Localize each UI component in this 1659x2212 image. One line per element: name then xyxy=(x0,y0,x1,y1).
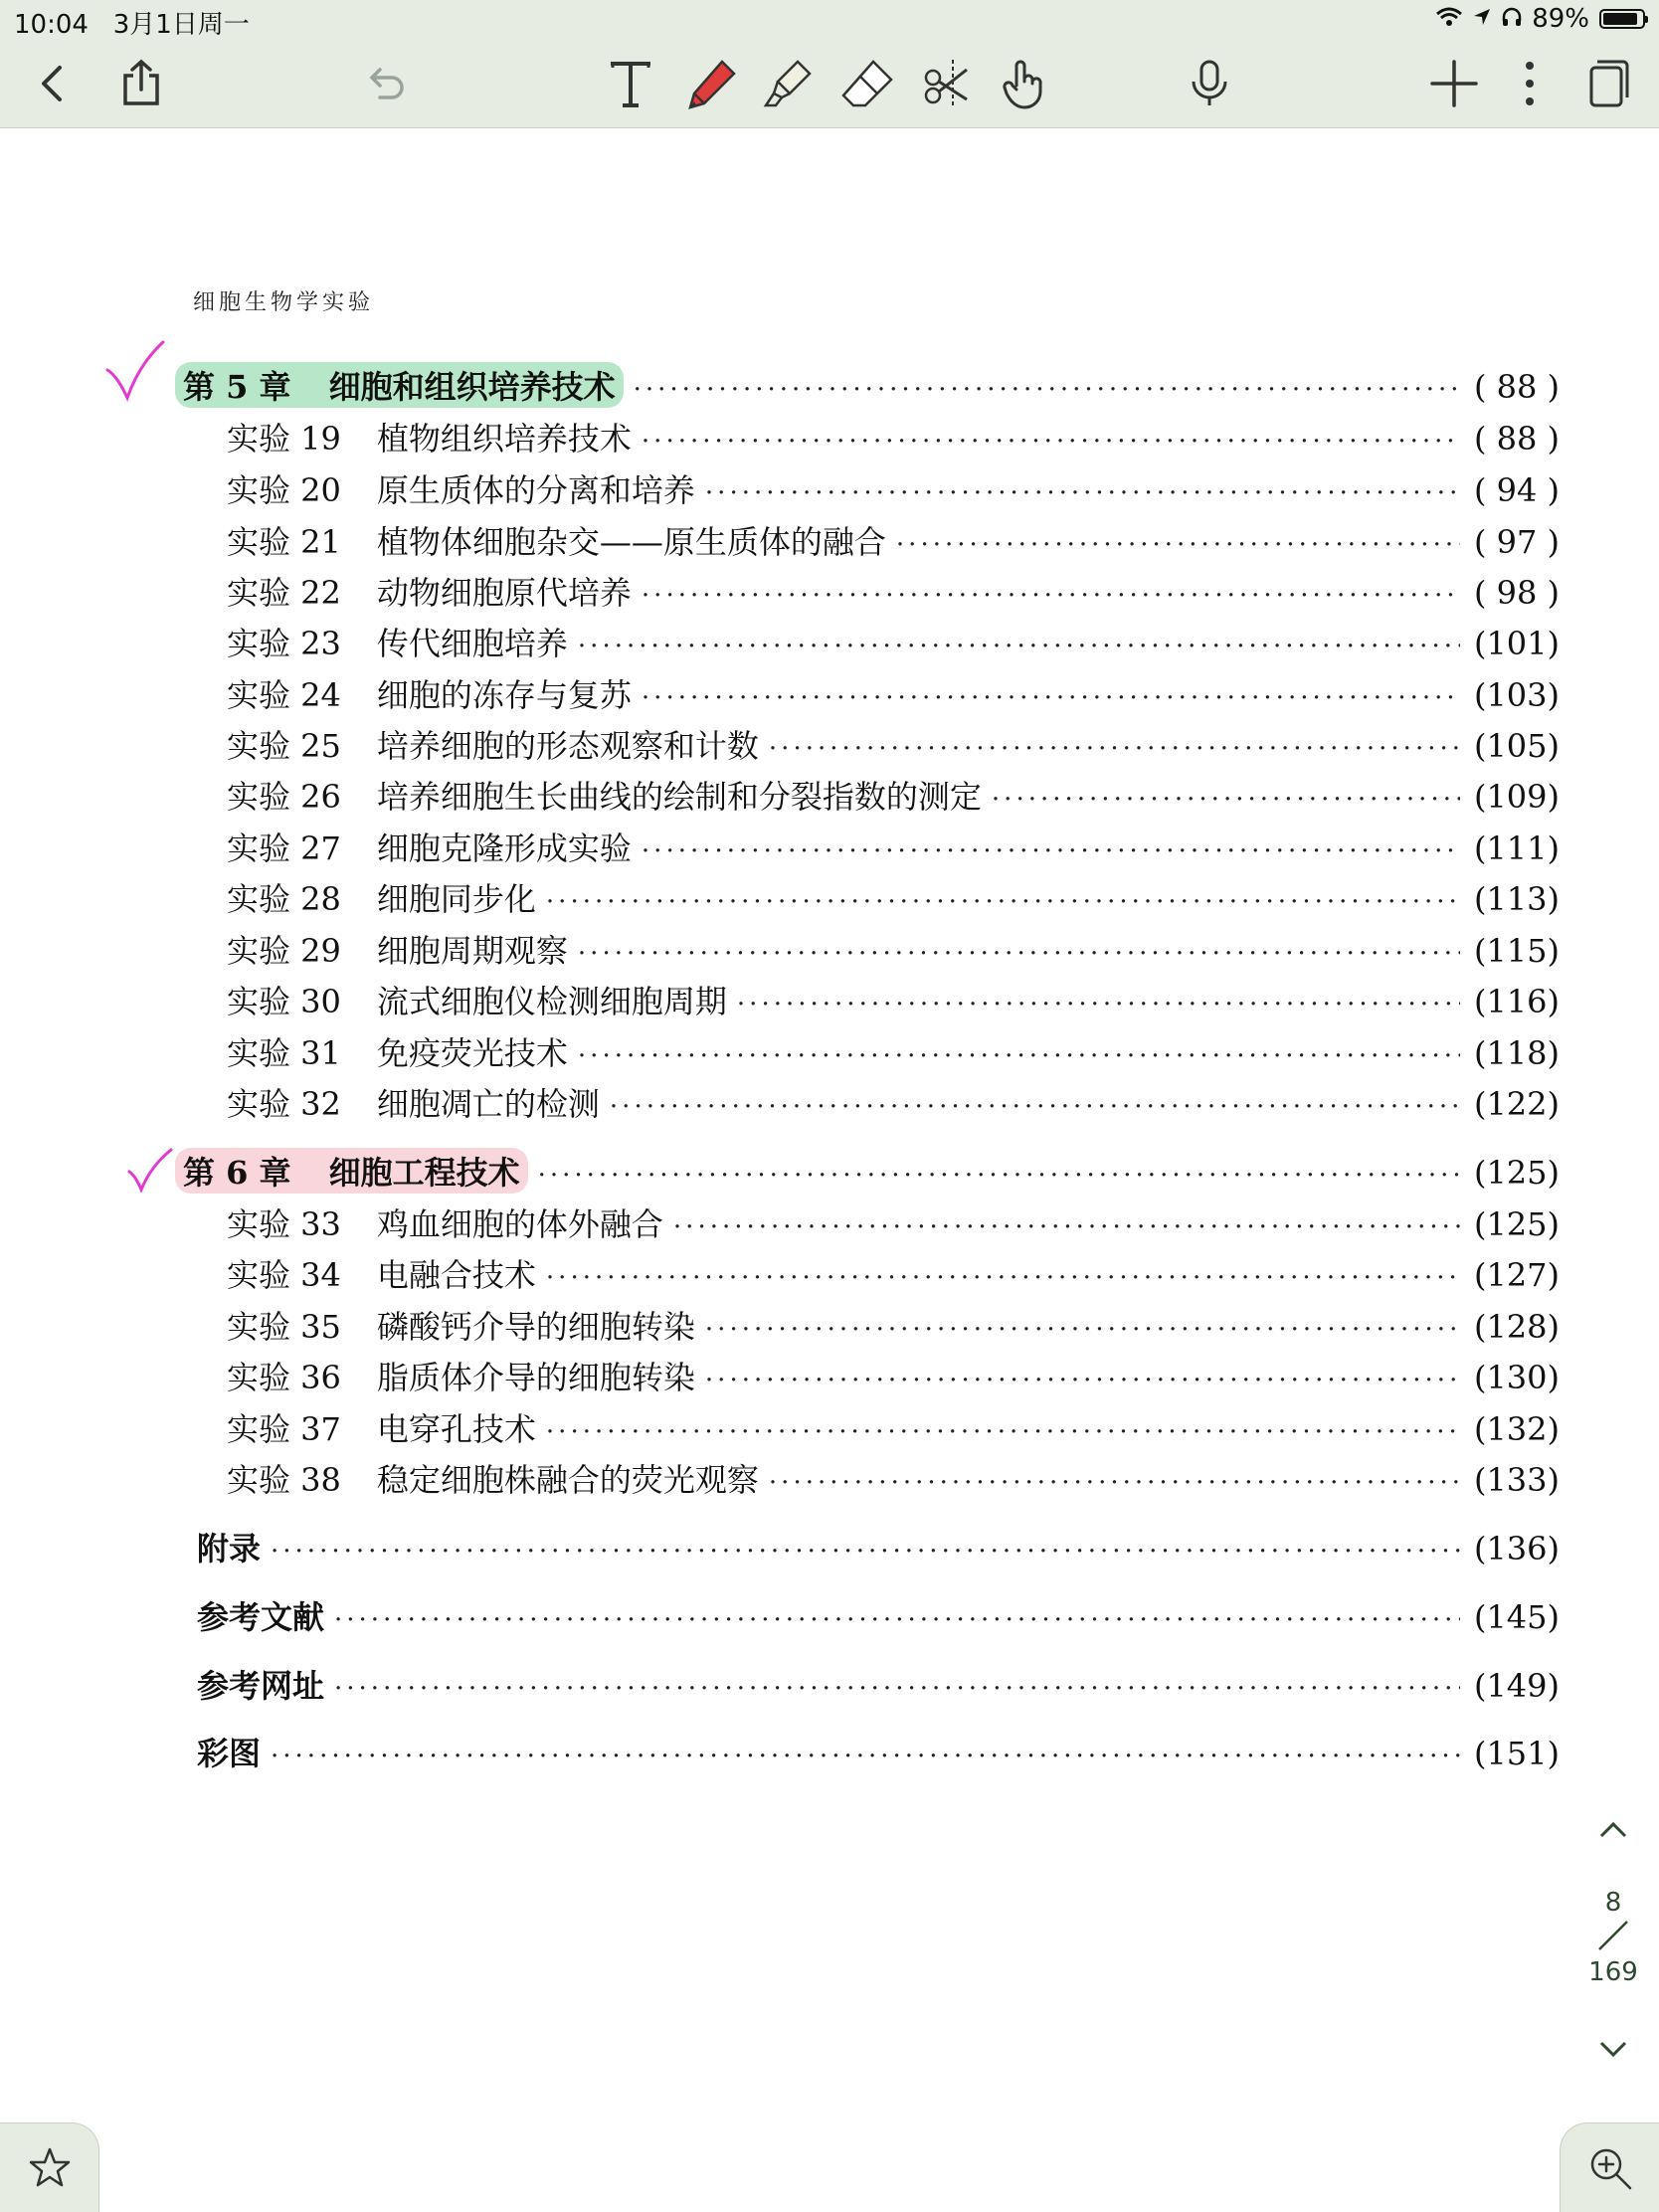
toc-entry-heading xyxy=(197,1592,324,1638)
toc-entry-title: 细胞凋亡的检测 xyxy=(376,1085,600,1123)
toc-page-number: (145) xyxy=(1473,1598,1560,1636)
toc-leader-dots xyxy=(642,427,1460,457)
toc-section-row[interactable] xyxy=(197,1524,1560,1569)
status-date: 3月1日周一 xyxy=(112,10,250,40)
undo-button[interactable] xyxy=(356,54,416,113)
toc-entry-heading xyxy=(227,977,727,1022)
eraser-tool-button[interactable] xyxy=(837,54,897,113)
toc-entry-title: 脂质体介导的细胞转染 xyxy=(376,1359,695,1396)
toc-entry-title: 植物体细胞杂交——原生质体的融合 xyxy=(376,523,886,561)
toc-entry-title: 流式细胞仪检测细胞周期 xyxy=(376,983,727,1020)
toc-entry-title: 原生质体的分离和培养 xyxy=(376,471,695,509)
toc-leader-dots xyxy=(705,478,1460,508)
toc-page-number: (109) xyxy=(1473,778,1560,816)
toc-page-number: ( 88 ) xyxy=(1473,420,1560,458)
toc-leader-dots xyxy=(769,734,1460,764)
add-button[interactable] xyxy=(1424,54,1484,113)
page-navigator xyxy=(1583,1810,1643,2069)
check-mark-chapter-5 xyxy=(103,336,167,406)
toc-entry-heading xyxy=(227,1302,695,1348)
toc-entry-number: 第 5 章 xyxy=(183,368,291,406)
toc-page-number: (125) xyxy=(1473,1205,1560,1243)
toc-item-row[interactable] xyxy=(227,1455,1560,1501)
battery-fill xyxy=(1603,13,1637,25)
toc-entry-title: 参考文献 xyxy=(197,1598,325,1636)
highlighter-tool-button[interactable] xyxy=(758,54,818,113)
toc-entry-number: 实验 37 xyxy=(227,1410,341,1448)
toc-entry-title: 电穿孔技术 xyxy=(376,1410,536,1448)
text-tool-icon xyxy=(603,56,658,111)
toc-entry-title: 免疫荧光技术 xyxy=(376,1034,568,1072)
hand-pointer-icon xyxy=(997,56,1052,111)
toc-section-row[interactable] xyxy=(197,1592,1560,1638)
hand-tool-button[interactable] xyxy=(995,54,1054,113)
toc-entry-number: 实验 19 xyxy=(227,420,341,458)
zoom-button[interactable] xyxy=(1560,2122,1659,2212)
wifi-icon xyxy=(1436,4,1462,34)
toc-entry-number: 实验 22 xyxy=(227,574,341,612)
toc-entry-number: 实验 21 xyxy=(227,523,341,561)
toc-entry-heading xyxy=(227,568,632,614)
toc-entry-heading xyxy=(227,1199,663,1245)
toc-entry-number: 实验 32 xyxy=(227,1085,341,1123)
document-page[interactable] xyxy=(0,128,1659,2212)
toc-leader-dots xyxy=(896,530,1460,560)
toc-entry-title: 电融合技术 xyxy=(376,1256,536,1294)
status-bar xyxy=(0,0,1659,40)
toc-entry-title: 培养细胞的形态观察和计数 xyxy=(376,727,759,765)
toc-leader-dots xyxy=(634,375,1460,405)
toc-item-row[interactable] xyxy=(227,1404,1560,1450)
toc-leader-dots xyxy=(271,1742,1460,1771)
toc-leader-dots xyxy=(769,1468,1460,1498)
toc-page-number: (132) xyxy=(1473,1410,1560,1448)
toc-entry-number: 实验 36 xyxy=(227,1359,341,1396)
toc-entry-heading xyxy=(227,1353,695,1398)
toc-leader-dots xyxy=(578,1041,1460,1071)
toc-entry-title: 附录 xyxy=(197,1530,262,1567)
back-icon xyxy=(26,56,82,111)
toc-leader-dots xyxy=(271,1537,1460,1567)
toc-entry-heading xyxy=(227,517,886,563)
toc-page-number: (101) xyxy=(1473,625,1560,662)
zoom-in-icon xyxy=(1586,2144,1634,2192)
more-icon xyxy=(1502,56,1558,111)
toc-item-row[interactable] xyxy=(227,1028,1560,1074)
toc-entry-number: 实验 33 xyxy=(227,1205,341,1243)
toc-entry-number: 实验 24 xyxy=(227,676,341,714)
toc-item-row[interactable] xyxy=(227,670,1560,716)
toc-entry-heading xyxy=(227,1404,536,1450)
more-button[interactable] xyxy=(1500,54,1560,113)
toc-entry-number: 实验 28 xyxy=(227,880,341,918)
toc-entry-heading xyxy=(227,1028,568,1074)
toc-leader-dots xyxy=(578,939,1460,969)
toc-leader-dots xyxy=(642,581,1460,611)
toc-item-row[interactable] xyxy=(227,772,1560,818)
toc-leader-dots xyxy=(705,1366,1460,1395)
toc-item-row[interactable] xyxy=(227,926,1560,972)
toc-page-number: (105) xyxy=(1473,727,1560,765)
toc-entry-heading xyxy=(175,1148,528,1194)
toc-item-row[interactable] xyxy=(227,1199,1560,1245)
toc-entry-number: 实验 26 xyxy=(227,778,341,816)
toc-chapter-row[interactable] xyxy=(175,1148,1560,1194)
toc-item-row[interactable] xyxy=(227,517,1560,563)
toc-item-row[interactable] xyxy=(227,1079,1560,1125)
toc-item-row[interactable] xyxy=(227,1250,1560,1296)
status-left xyxy=(14,4,250,41)
toc-leader-dots xyxy=(737,990,1460,1019)
toolbar xyxy=(0,40,1659,128)
status-time: 10:04 xyxy=(14,10,89,40)
toc-page-number: (136) xyxy=(1473,1530,1560,1567)
toc-entry-number: 实验 34 xyxy=(227,1256,341,1294)
toc-leader-dots xyxy=(538,1161,1460,1191)
toc-entry-heading xyxy=(227,926,568,972)
toc-entry-title: 细胞同步化 xyxy=(376,880,536,918)
toc-entry-number: 实验 35 xyxy=(227,1308,341,1346)
toc-entry-title: 参考网址 xyxy=(197,1667,325,1705)
toc-leader-dots xyxy=(705,1315,1460,1345)
toc-page-number: (118) xyxy=(1473,1034,1560,1072)
toc-page-number: ( 98 ) xyxy=(1473,574,1560,612)
toc-page-number: ( 88 ) xyxy=(1473,368,1560,406)
pages-icon xyxy=(1577,56,1633,111)
toc-entry-heading xyxy=(227,721,759,767)
toc-page-number: ( 94 ) xyxy=(1473,471,1560,509)
toc-leader-dots xyxy=(546,887,1460,917)
toc-item-row[interactable] xyxy=(227,1353,1560,1398)
toc-leader-dots xyxy=(610,1092,1460,1122)
pages-button[interactable] xyxy=(1575,54,1635,113)
location-icon xyxy=(1472,4,1492,34)
toc-entry-title: 传代细胞培养 xyxy=(376,625,568,662)
headphones-icon xyxy=(1502,4,1522,34)
toc-entry-title: 磷酸钙介导的细胞转染 xyxy=(376,1308,695,1346)
chevron-up-icon xyxy=(1583,1810,1643,1850)
text-tool-button[interactable] xyxy=(601,54,660,113)
toc-item-row[interactable] xyxy=(227,721,1560,767)
toc-entry-heading xyxy=(227,414,632,460)
toc-entry-title: 细胞周期观察 xyxy=(376,932,568,970)
current-page-number: 8 xyxy=(1604,1888,1622,1918)
toc-leader-dots xyxy=(546,1263,1460,1293)
toc-entry-number: 第 6 章 xyxy=(183,1154,291,1192)
next-page-button[interactable] xyxy=(1583,2029,1643,2069)
toc-page-number: (127) xyxy=(1473,1256,1560,1294)
toc-entry-heading xyxy=(227,1250,536,1296)
toc-page-number: (113) xyxy=(1473,880,1560,918)
toc-entry-title: 细胞克隆形成实验 xyxy=(376,830,632,867)
toc-entry-title: 动物细胞原代培养 xyxy=(376,574,632,612)
toc-entry-title: 鸡血细胞的体外融合 xyxy=(376,1205,663,1243)
toc-leader-dots xyxy=(334,1605,1460,1635)
toc-entry-heading xyxy=(227,1455,759,1501)
toc-page-number: (125) xyxy=(1473,1154,1560,1192)
lasso-scissors-icon xyxy=(919,56,975,111)
toc-page-number: (111) xyxy=(1473,830,1560,867)
chevron-down-icon xyxy=(1583,2029,1643,2069)
total-pages: 169 xyxy=(1588,1957,1638,1987)
toc-entry-heading xyxy=(227,465,695,511)
toc-entry-number: 实验 29 xyxy=(227,932,341,970)
toc-item-row[interactable] xyxy=(227,414,1560,460)
toc-entry-heading xyxy=(227,874,536,920)
toc-entry-title: 稳定细胞株融合的荧光观察 xyxy=(376,1461,759,1499)
toc-item-row[interactable] xyxy=(227,465,1560,511)
toc-item-row[interactable] xyxy=(227,874,1560,920)
toc-entry-heading xyxy=(175,362,624,408)
toc-page-number: (115) xyxy=(1473,932,1560,970)
toc-entry-number: 实验 30 xyxy=(227,983,341,1020)
toc-entry-number: 实验 38 xyxy=(227,1461,341,1499)
back-button[interactable] xyxy=(24,54,84,113)
toc-leader-dots xyxy=(992,785,1460,815)
share-icon xyxy=(113,56,169,111)
toc-item-row[interactable] xyxy=(227,1302,1560,1348)
favorite-button[interactable] xyxy=(0,2122,99,2212)
pen-tool-button[interactable] xyxy=(680,54,740,113)
toc-page-number: (133) xyxy=(1473,1461,1560,1499)
toc-entry-number: 实验 27 xyxy=(227,830,341,867)
toc-entry-heading xyxy=(227,1079,600,1125)
share-button[interactable] xyxy=(111,54,171,113)
microphone-icon xyxy=(1182,56,1237,111)
toc-entry-number: 实验 25 xyxy=(227,727,341,765)
toc-entry-title: 培养细胞生长曲线的绘制和分裂指数的测定 xyxy=(376,778,982,816)
toc-leader-dots xyxy=(578,632,1460,661)
toc-entry-title: 植物组织培养技术 xyxy=(376,420,632,458)
star-icon xyxy=(26,2144,74,2192)
highlighter-icon xyxy=(760,56,816,111)
toc-entry-number: 实验 20 xyxy=(227,471,341,509)
toc-entry-title: 彩图 xyxy=(197,1735,262,1772)
running-head: 细胞生物学实验 xyxy=(193,290,375,315)
toc-item-row[interactable] xyxy=(227,619,1560,664)
microphone-button[interactable] xyxy=(1180,54,1239,113)
toc-entry-heading xyxy=(197,1661,324,1707)
status-right xyxy=(1436,4,1645,34)
toc-entry-title: 细胞和组织培养技术 xyxy=(328,368,616,406)
eraser-icon xyxy=(839,56,895,111)
battery-percent: 89% xyxy=(1532,4,1589,34)
page-divider-slash xyxy=(1595,1918,1631,1953)
toc-page-number: (122) xyxy=(1473,1085,1560,1123)
toc-entry-number: 实验 31 xyxy=(227,1034,341,1072)
toc-leader-dots xyxy=(546,1417,1460,1447)
toc-page-number: ( 97 ) xyxy=(1473,523,1560,561)
toc-entry-heading xyxy=(227,670,632,716)
toc-page-number: (116) xyxy=(1473,983,1560,1020)
toc-item-row[interactable] xyxy=(227,977,1560,1022)
toc-item-row[interactable] xyxy=(227,568,1560,614)
check-mark-chapter-6 xyxy=(125,1146,175,1196)
toc-entry-heading xyxy=(227,824,632,869)
toc-chapter-row[interactable] xyxy=(175,362,1560,408)
toc-leader-dots xyxy=(673,1212,1460,1242)
toc-entry-heading xyxy=(227,619,568,664)
toc-leader-dots xyxy=(642,683,1460,713)
toc-leader-dots xyxy=(334,1674,1460,1704)
toc-entry-heading xyxy=(227,772,982,818)
toc-page-number: (128) xyxy=(1473,1308,1560,1346)
toc-entry-heading xyxy=(197,1524,261,1569)
toc-entry-number: 实验 23 xyxy=(227,625,341,662)
previous-page-button[interactable] xyxy=(1583,1810,1643,1850)
toc-page-number: (130) xyxy=(1473,1359,1560,1396)
add-icon xyxy=(1426,56,1482,111)
toc-entry-title: 细胞的冻存与复苏 xyxy=(376,676,632,714)
toc-entry-title: 细胞工程技术 xyxy=(328,1154,520,1192)
undo-icon xyxy=(358,56,414,111)
toc-entry-heading xyxy=(197,1729,261,1774)
toc-section-row[interactable] xyxy=(197,1729,1560,1774)
toc-leader-dots xyxy=(642,836,1460,866)
toc-page-number: (149) xyxy=(1473,1667,1560,1705)
battery-icon xyxy=(1599,9,1645,29)
toc-page-number: (103) xyxy=(1473,676,1560,714)
toc-item-row[interactable] xyxy=(227,824,1560,869)
pen-icon xyxy=(682,56,738,111)
toc-section-row[interactable] xyxy=(197,1661,1560,1707)
lasso-tool-button[interactable] xyxy=(917,54,977,113)
toc-page-number: (151) xyxy=(1473,1735,1560,1772)
